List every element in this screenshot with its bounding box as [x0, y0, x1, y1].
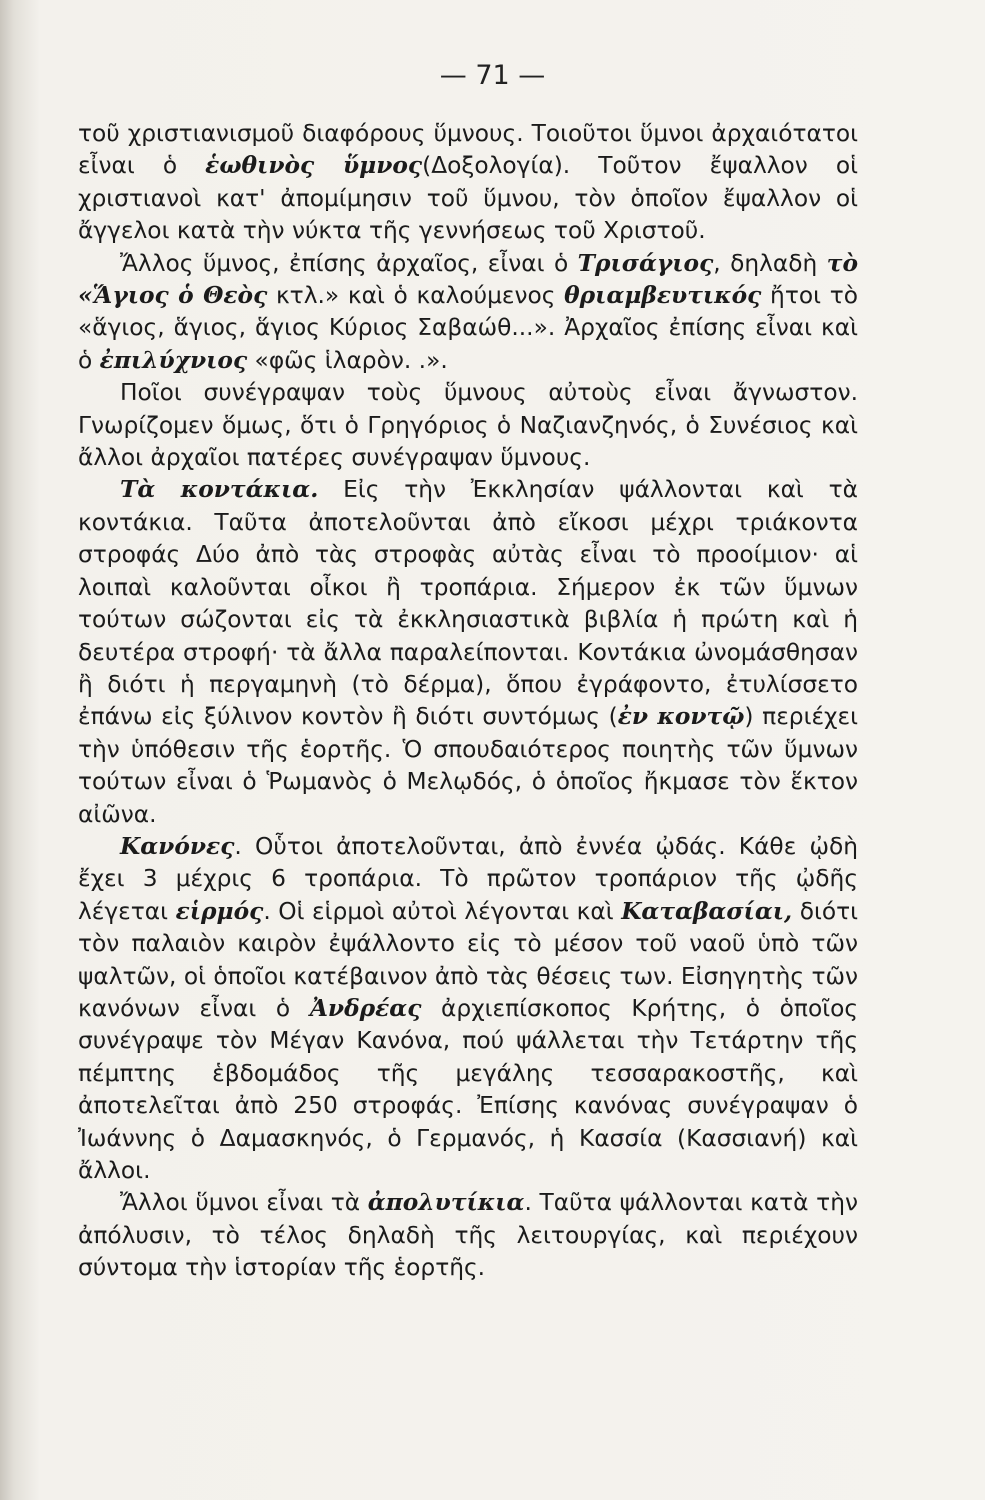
- paragraph: [78, 831, 858, 1187]
- emphasized-term: Καταβασίαι,: [621, 897, 793, 925]
- emphasized-term: Τὰ κοντάκια.: [120, 476, 319, 504]
- emphasized-term: Κανόνες: [120, 832, 235, 860]
- text-run: κτλ.» καὶ ὁ καλούμενος: [267, 282, 565, 310]
- text-run: «φῶς ἱλαρὸν. .».: [247, 346, 448, 374]
- emphasized-term: ἀπολυτίκια: [367, 1189, 525, 1217]
- paragraph: [78, 248, 858, 378]
- text-run: Εἰς τὴν Ἐκκλησίαν ψάλλονται καὶ τὰ κοντάκια. Ταῦτα ἀποτελοῦνται ἀπὸ εἴκοσι μέχρι τριάκοντα στροφάς Δύο ἀπὸ τὰς στροφὰς αὐτὰς εἶναι τὸ προοίμιον· αἱ λοιπαὶ καλοῦνται οἶκοι ἢ τροπάρια. Σήμερον ἐκ τῶν ὕμνων τούτων σώζονται εἰς τὰ ἐκκλησιαστικὰ βιβλία ἡ πρώτη καὶ ἡ δευτέρα στροφή· τὰ ἄλλα παραλείπονται. Κοντάκια ὠνομάσθησαν ἢ διότι ἡ περγαμηνὴ (τὸ δέρμα), ὅπου ἐγράφοντο, ἐτυλίσσετο ἐπάνω εἰς ξύλινον κοντὸν ἢ διότι συντόμως (: [78, 476, 858, 731]
- text-run: (Δοξολογία). Τοῦτον ἔψαλλον οἱ χριστιανοὶ κατ' ἀπομίμησιν τοῦ ὕμνου, τὸν ὁποῖον ἔψαλλον οἱ ἄγγελοι κατὰ τὴν νύκτα τῆς γεννήσεως τοῦ Χριστοῦ.: [78, 152, 859, 245]
- paragraph: [78, 1187, 858, 1284]
- text-run: ) περιέχει τὴν ὑπόθεσιν τῆς ἑορτῆς. Ὁ σπουδαιότερος ποιητὴς τῶν ὕμνων τούτων εἶναι ὁ Ῥωμανὸς ὁ Μελῳδός, ὁ ὁποῖος ἤκμασε τὸν ἕκτον αἰῶνα.: [78, 703, 858, 828]
- paragraph: [78, 474, 858, 830]
- emphasized-term: ἐν κοντῷ: [617, 703, 745, 731]
- emphasized-term: Τρισάγιος: [577, 249, 714, 277]
- paragraph: [78, 377, 858, 474]
- page-number: — 71 —: [439, 60, 546, 91]
- text-run: διότι τὸν παλαιὸν καιρὸν ἐψάλλοντο εἰς τὸ μέσον τοῦ ναοῦ ὑπὸ τῶν ψαλτῶν, οἱ ὁποῖοι κατέβαινον ἀπὸ τὰς θέσεις των. Εἰσηγητὴς τῶν κανόνων εἶναι ὁ: [78, 897, 859, 1022]
- text-run: . Οὗτοι ἀποτελοῦνται, ἀπὸ ἐννέα ᾠδάς. Κάθε ᾠδὴ ἔχει 3 μέχρις 6 τροπάρια. Τὸ πρῶτον τροπάριον τῆς ᾠδῆς λέγεται: [78, 832, 858, 925]
- paragraph: [78, 118, 858, 248]
- emphasized-term: Ἀνδρέας: [309, 994, 422, 1022]
- text-run: τοῦ χριστιανισμοῦ διαφόρους ὕμνους. Τοιοῦτοι ὕμνοι ἀρχαιότατοι εἶναι ὁ: [78, 120, 858, 180]
- text-run: Ποῖοι συνέγραψαν τοὺς ὕμνους αὐτοὺς εἶναι ἄγνωστον. Γνωρίζομεν ὅμως, ὅτι ὁ Γρηγόριος ὁ Ναζιανζηνός, ὁ Συνέσιος καὶ ἄλλοι ἀρχαῖοι πατέρες συνέγραψαν ὕμνους.: [78, 379, 858, 472]
- emphasized-term: ἑωθινὸς ὕμνος: [205, 152, 423, 180]
- text-run: . Ταῦτα ψάλλονται κατὰ τὴν ἀπόλυσιν, τὸ τέλος δηλαδὴ τῆς λειτουργίας, καὶ περιέχουν σύντομα τὴν ἱστορίαν τῆς ἑορτῆς.: [78, 1189, 858, 1282]
- text-run: . Οἱ εἱρμοὶ αὐτοὶ λέγονται καὶ: [263, 897, 622, 925]
- text-run: , δηλαδὴ: [713, 249, 827, 277]
- text-run: Ἄλλος ὕμνος, ἐπίσης ἀρχαῖος, εἶναι ὁ: [120, 249, 578, 277]
- text-run: ἀρχιεπίσκοπος Κρήτης, ὁ ὁποῖος συνέγραψε τὸν Μέγαν Κανόνα, πού ψάλλεται τὴν Τετάρτην τῆς πέμπτης ἑβδομάδος τῆς μεγάλης τεσσαρακοστῆς, καὶ ἀποτελεῖται ἀπὸ 250 στροφάς. Ἐπίσης κανόνας συνέγραψαν ὁ Ἰωάννης ὁ Δαμασκηνός, ὁ Γερμανός, ἡ Κασσία (Κασσιανή) καὶ ἄλλοι.: [78, 994, 859, 1184]
- emphasized-term: τὸ «Ἅγιος ὁ Θεὸς: [78, 249, 858, 310]
- text-run: ἤτοι τὸ «ἅγιος, ἅγιος, ἅγιος Κύριος Σαβαώθ...». Ἀρχαῖος ἐπίσης εἶναι καὶ ὁ: [78, 282, 858, 374]
- text-run: Ἄλλοι ὕμνοι εἶναι τὰ: [120, 1189, 368, 1217]
- emphasized-term: εἱρμός: [175, 897, 264, 925]
- body-text: [78, 118, 858, 1285]
- emphasized-term: ἐπιλύχνιος: [99, 346, 248, 374]
- emphasized-term: θριαμβευτικός: [564, 282, 762, 310]
